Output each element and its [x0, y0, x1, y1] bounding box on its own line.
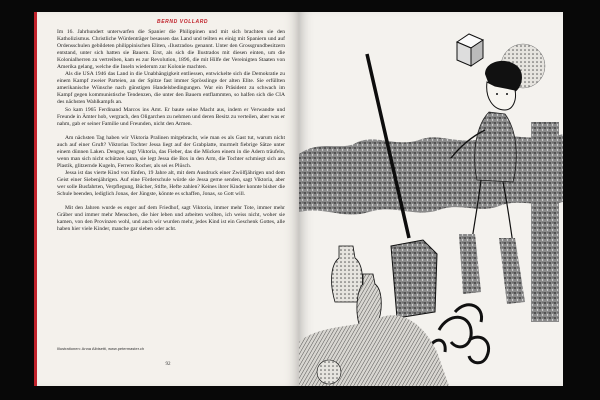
illustration-credit: Illustrationen: Anna Albisetti, www.petermaster.ch	[57, 346, 145, 351]
vases-shape	[332, 246, 382, 324]
paragraph: So kam 1965 Ferdinand Marcos ins Amt. Er baute seine Macht aus, indem er Verwandte und Freunde in Ämter hob, vergrach, den Oligarchen zu nehmen und deren Besitz zu verteilen, aber was er nahm, gab er seiner Familie und Freunden, nicht den Armen.	[57, 106, 285, 127]
paragraph: Mit den Jahren wurde es enger auf dem Friedhof, sagt Viktoria, immer mehr Tote, immer mehr Gräber und immer mehr Menschen, die hier leben und arbeiten wollten, ich weiss nicht, woher sie kamen, von den Provinzen wohl, und auch wir wurden mehr, jedes Kind ist ein Geschenk Gottes, alle haben hier viele Kinder, manche gar sieben oder acht.	[57, 205, 285, 233]
texture-column-shape	[531, 122, 559, 322]
left-page	[34, 12, 299, 386]
article-text	[57, 29, 285, 233]
paragraph: Als die USA 1946 das Land in die Unabhängigkeit entliessen, entwickelte sich die Demokratie zu einem Kampf zweier Parteien, an der Spitze fast immer Sprösslinge der alten Elite. Sie erfüllten amerikanische Wünsche nach günstigen Handelsbedingungen. War ein Präsident zu schwach im Kampf gegen kommunistische Tendenzen, die unter den Bauern entflammten, so halfen sich die CIA des nächsten Wahlkampfs an.	[57, 71, 285, 106]
running-head: BERND VOLLARD	[157, 19, 209, 25]
right-page	[299, 12, 563, 386]
paragraph: Jessa ist das vierte Kind von fünfen, 19 Jahre alt, mit dem Ausdruck einer Zwölfjährigen und dem Geist einer Siebenjährigen. Auf eine Förderschule würde sie Jessa gerne senden, sagt Viktoria, aber wer solle Busfahrten, Verpflegung, Bücher, Stifte, Hefte zahlen? Keines ihrer Kinder konnte bisher die Schule beenden, lediglich Jonas, der Jüngste, könnte es schaffen, Jonas, so Gott will.	[57, 169, 285, 198]
page-number: 92	[165, 362, 171, 367]
claw-shape	[429, 305, 489, 363]
paragraph: Am nächsten Tag haben wir Viktoria Pralinen mitgebracht, wie man es als Gast tut, warum nicht auch auf einer Gruft? Viktorias Tochter Jessa liegt auf der Grabplatte, murmelt fiebrige Sätze unter einem dünnen Laken. Dengue, sagt Viktoria, das Fieber, das die Mücken einem in die Adern träufeln, wenn man sich nicht schützen kann, sie legt Jessa die Box in den Arm, die Tochter schmiegt sich ans Plastik, glitzernde Kugeln, Ferrero Rocher, als sei es Plüsch.	[57, 134, 285, 169]
box-shape	[391, 240, 437, 318]
small-round-shape	[317, 360, 341, 384]
paragraph: Im 16. Jahrhundert unterwarfen die Spanier die Philippinen und mit sich brachten sie den Katholizismus. Christliche Würdenträger besassen das Land und teilten es einig mit Spaniern und auf Ordensschulen gebildeten philippinischen Eliten, ›Ilustrados‹ genannt. Unter den Grossgrundbesitzern entstand, unter sich hatten sie Bauern. Erst, als sich die Ilustrados mit diesen einten, um die Kolonialherren zu vertreiben, kam es zur Revolution, 1896, die mit Hilfe der Vereinigten Staaten von Amerika gelang, welche die Inseln wiederum zur Kolonie machten.	[57, 29, 285, 71]
illustration	[299, 12, 563, 386]
smoke-cloud-shape	[299, 134, 563, 215]
cube-shape	[457, 34, 483, 66]
magazine-spread	[34, 12, 563, 386]
